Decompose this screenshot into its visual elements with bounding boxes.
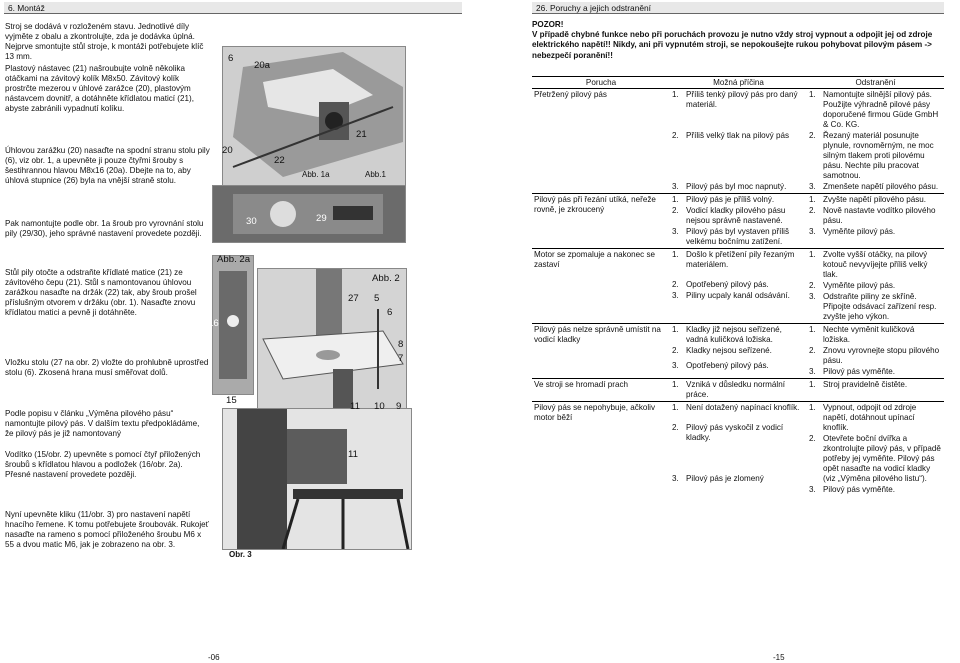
problem-cell: Ve stroji se hromadí prach (532, 379, 670, 402)
section-header: 6. Montáž (4, 2, 462, 14)
callout-11a: 11 (350, 401, 360, 412)
callout-6: 6 (228, 53, 234, 64)
cause-cell: 1. Vzniká v důsledku normální práce. (670, 379, 807, 402)
fix-cell: 1. Namontujte silnější pilový pás. Použijte výhradně pilové pásy doporučené firmou Güde GmbH & Co. KG. 2. Řezaný materiál posunujte plynule, rovnoměrným, ne moc silným tlakem proti pilovému pásu. Nechte pilu pracovat samotnou. 3. Zmenšete napětí pilového pásu. (807, 89, 944, 194)
section-header: 26. Poruchy a jejich odstranění (532, 2, 944, 14)
callout-16: 16 (208, 318, 219, 329)
caption-abb-2a: Abb. 2a (217, 254, 251, 265)
page-number: -06 (208, 653, 220, 662)
callout-27: 27 (348, 293, 359, 304)
header-cause: Možná příčina (670, 77, 807, 89)
right-page (490, 0, 960, 663)
cause-cell: 1. Kladky již nejsou seřízené, vadná kuličková ložiska. 2. Kladky nejsou seřízené. 3. Opotřebený pilový pás. (670, 324, 807, 379)
callout-21: 21 (356, 129, 367, 140)
warning-title: POZOR! (532, 20, 564, 29)
fix-cell: 1. Zvolte vyšší otáčky, na pilový kotouč nevyvíjejte příliš velký tlak. 2. Vyměňte pilový pás. 3. Odstraňte piliny ze skříně. Připojte odsávací zařízení resp. zvyšte jeho výkon. (807, 249, 944, 324)
figure-1 (222, 46, 406, 188)
header-fix: Odstranění (807, 77, 944, 89)
table-row (532, 249, 944, 324)
callout-9: 9 (396, 401, 402, 412)
paragraph-intro: Stroj se dodává v rozloženém stavu. Jednotlivé díly vyjměte z obalu a zkontrolujte, zda je dodávka úplná. Nejprve smontujte stůl stroje, k montáži potřebujete klíč 13 mm. (5, 22, 204, 62)
fix-cell: 1. Vypnout, odpojit od zdroje napětí, dotáhnout upínací knoflík. 2. Otevřete boční dvířka a zkontrolujte pilový pás, v případě potřeby jej vyměňte. Pilový pás opět nasaďte na vodicí kladky (viz „Výměna pilového listu“). 3. Pilový pás vyměňte. (807, 402, 944, 497)
caption-abb-1a: Abb. 1a (302, 170, 330, 179)
figure-3-drawing (223, 409, 411, 549)
figure-1a-drawing (213, 186, 405, 242)
table-row (532, 402, 944, 497)
cause-cell: 1. Pilový pás je příliš volný. 2. Vodicí kladky pilového pásu nejsou správně nastavené. 3. Pilový pás byl vystaven příliš velkému bočnímu zatížení. (670, 194, 807, 249)
figure-2 (257, 268, 407, 415)
table-row (532, 379, 944, 402)
header-problem: Porucha (532, 77, 670, 89)
warning-text: V případě chybné funkce nebo při poruchách provozu je nutno vždy stroj vypnout a odpojit jej od zdroje elektrického napětí!! Nikdy, ani při vypnutém stroji, se nepokoušejte rukou pohybovat pilovým pásem -> nebezpečí poranění!! (532, 30, 933, 60)
callout-5: 5 (374, 293, 380, 304)
table-header-row (532, 77, 944, 89)
paragraph-align-screw: Pak namontujte podle obr. 1a šroub pro vyrovnání stolu pily (29/30), jeho správné nastavení provedete později. (5, 219, 204, 239)
callout-20: 20 (222, 145, 233, 156)
callout-7: 7 (398, 353, 404, 364)
caption-abb-1: Abb.1 (365, 170, 386, 179)
callout-29: 29 (316, 213, 327, 224)
problem-cell: Přetržený pilový pás (532, 89, 670, 194)
paragraph-angle-stop: Úhlovou zarážku (20) nasaďte na spodní stranu stolu pily (6), viz obr. 1, a upevněte ji pouze čtyřmi šrouby s šestihrannou hlavou M8x16 (20a). Dbejte na to, aby úhlová stupnice (26) byla na vnější straně stolu. (5, 146, 210, 186)
fix-cell: 1. Zvyšte napětí pilového pásu. 2. Nově nastavte vodítko pilového pásu. 3. Vyměňte pilový pás. (807, 194, 944, 249)
fix-cell: 1. Nechte vyměnit kuličková ložiska. 2. Znovu vyrovnejte stopu pilového pásu. 3. Pilový pás vyměňte. (807, 324, 944, 379)
paragraph-table-insert: Vložku stolu (27 na obr. 2) vložte do prohlubně uprostřed stolu (6). Zkosená hrana musí směřovat dolů. (5, 358, 209, 378)
figure-2-drawing (258, 269, 406, 414)
problem-cell: Pilový pás nelze správně umístit na vodicí kladky (532, 324, 670, 379)
paragraph-guide: Vodítko (15/obr. 2) upevněte s pomocí čtyř přiložených šroubů s křídlatou hlavou a podložek (16/obr. 2a). Přesné nastavení provedete později. (5, 450, 201, 480)
warning-block (532, 20, 944, 61)
figure-3 (222, 408, 412, 550)
paragraph-saw-blade: Podle popisu v článku „Výměna pilového pásu“ namontujte pilový pás. V dalším textu předpokládáme, že pilový pás je již namontovaný (5, 409, 200, 439)
figure-2a-drawing (213, 256, 253, 394)
callout-15: 15 (226, 395, 237, 406)
problem-cell: Motor se zpomaluje a nakonec se zastaví (532, 249, 670, 324)
page-number: -15 (773, 653, 785, 662)
cause-cell: 1. Příliš tenký pilový pás pro daný materiál. 2. Příliš velký tlak na pilový pás 3. Pilový pás byl moc napnutý. (670, 89, 807, 194)
paragraph-crank: Nyní upevněte kliku (11/obr. 3) pro nastavení napětí hnacího řemene. K tomu potřebujete šroubovák. Rukojeť nasaďte na rameno s pomocí přiloženého šroubu M6 x 55 a dvou matic M6, jak je zobrazeno na obr. 3. (5, 510, 209, 550)
paragraph-table-mount: Stůl pily otočte a odstraňte křídlaté matice (21) ze závitového čepu (21). Stůl s namontovanou úhlovou zarážkou nasaďte na držák (22) tak, aby šroub prošel příslušným otvorem v držáku (obr. 1). Nasaďte znovu křídlatou matici a pevně ji dotáhněte. (5, 268, 197, 318)
figure-1-drawing (223, 47, 405, 187)
left-page (0, 0, 470, 663)
caption-obr-3: Obr. 3 (229, 550, 252, 559)
cause-cell: 1. Došlo k přetížení pily řezaným materiálem. 2. Opotřebený pilový pás. 3. Piliny ucpaly kanál odsávání. (670, 249, 807, 324)
troubleshooting-table (532, 76, 944, 496)
callout-10: 10 (374, 401, 385, 412)
figure-1a (212, 185, 406, 243)
callout-11: 11 (348, 449, 358, 460)
paragraph-plastic-cap: Plastový nástavec (21) našroubujte volně několika otáčkami na závitový kolík M8x50. Závitový kolík prostrčte mezerou v úhlové zarážce (20), plastovým nástavcem dovnitř, a dotáhněte křídlatou maticí (21), abyste zabránili vypadnutí kolíku. (5, 64, 194, 114)
callout-30: 30 (246, 216, 257, 227)
fix-cell: 1. Stroj pravidelně čistěte. (807, 379, 944, 402)
callout-8: 8 (398, 339, 404, 350)
table-row (532, 324, 944, 379)
callout-6b: 6 (387, 307, 393, 318)
callout-22: 22 (274, 155, 285, 166)
cause-cell: 1. Není dotažený napínací knoflík. 2. Pilový pás vyskočil z vodicí kladky. 3. Pilový pás je zlomený (670, 402, 807, 497)
problem-cell: Pilový pás při řezání utíká, neřeže rovně, je zkroucený (532, 194, 670, 249)
problem-cell: Pilový pás se nepohybuje, ačkoliv motor běží (532, 402, 670, 497)
table-row (532, 194, 944, 249)
callout-20a: 20a (254, 60, 271, 71)
table-row (532, 89, 944, 194)
caption-abb-2: Abb. 2 (372, 273, 400, 284)
